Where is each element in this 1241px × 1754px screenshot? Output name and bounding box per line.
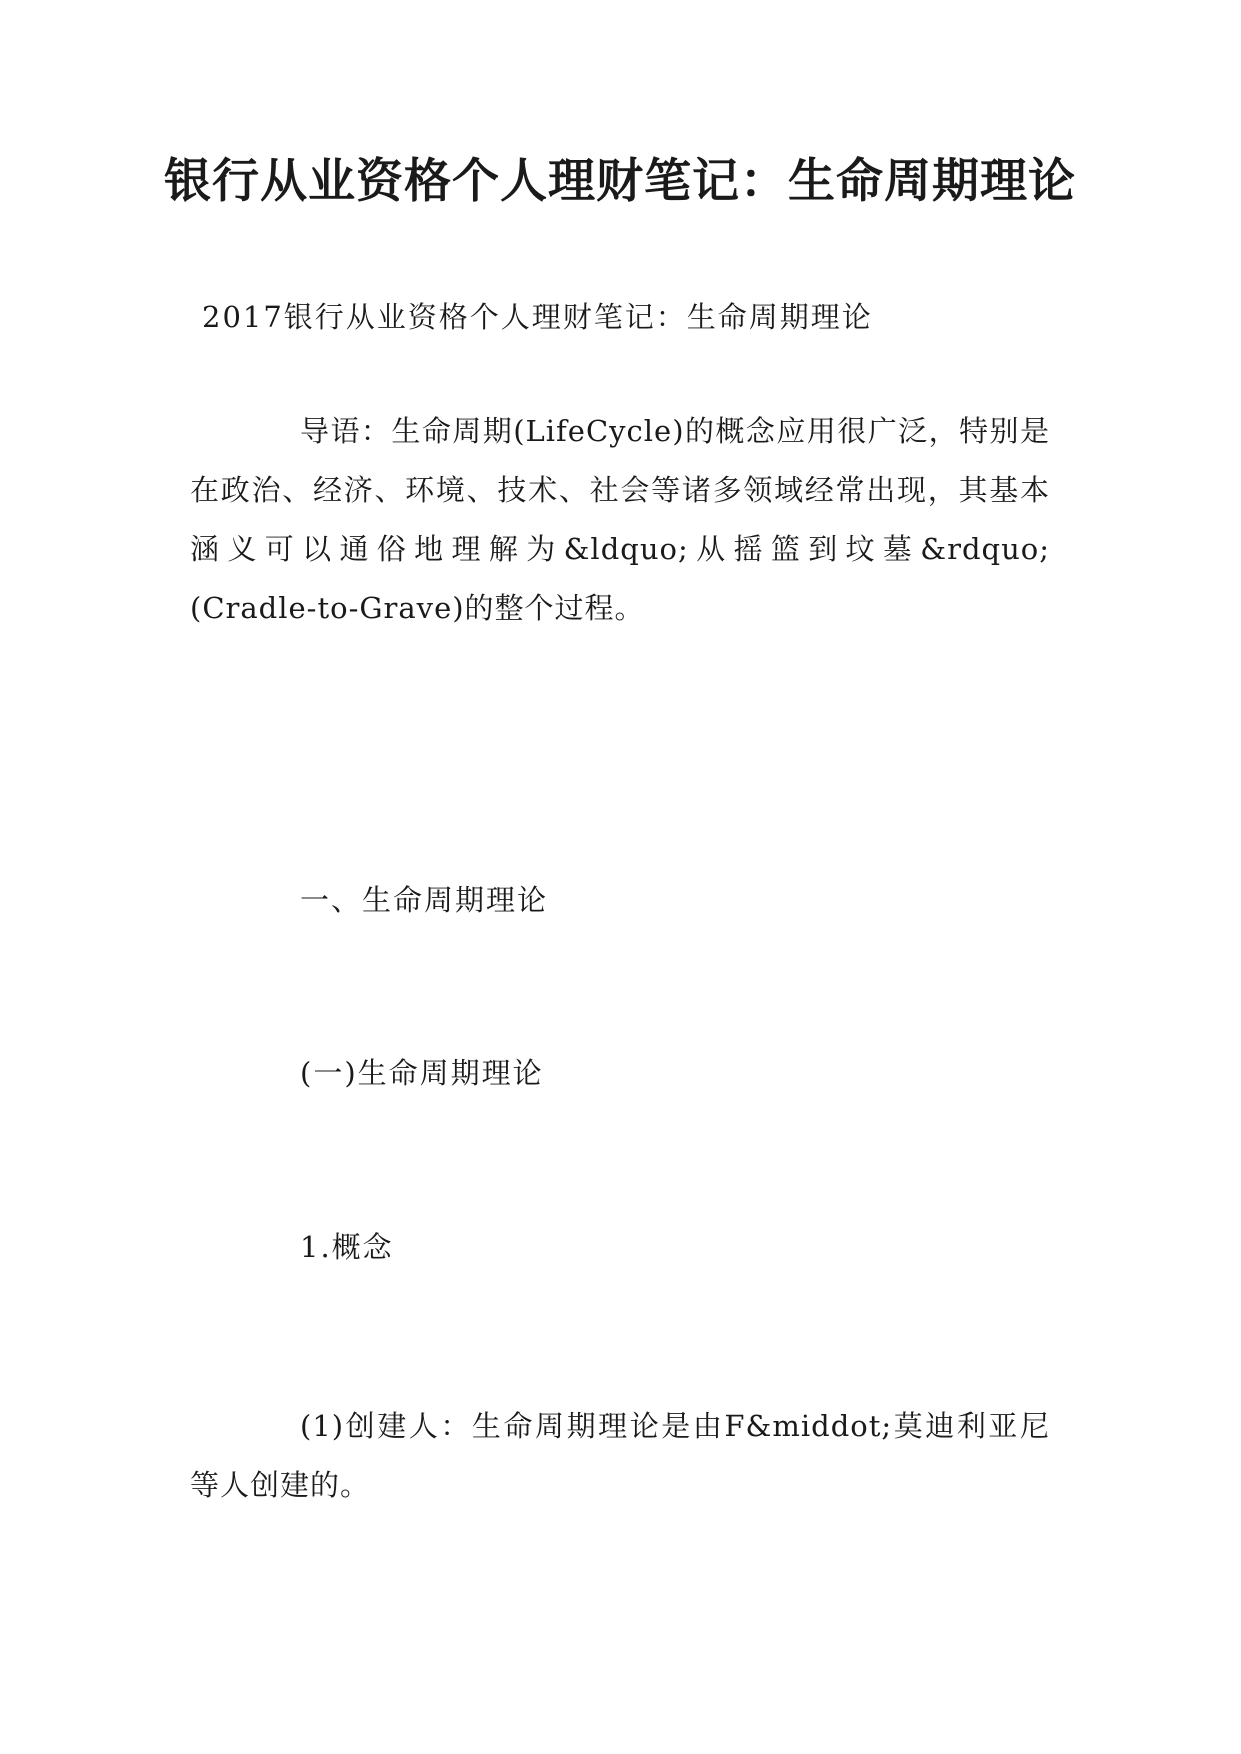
creator-paragraph: (1)创建人：生命周期理论是由F&middot;莫迪利亚尼等人创建的。 [190, 1409, 1050, 1502]
document-title: 银行从业资格个人理财笔记：生命周期理论 [164, 154, 1076, 209]
subsection-heading: (一)生命周期理论 [300, 1056, 544, 1090]
intro-paragraph: 导语：生命周期(LifeCycle)的概念应用很广泛，特别是在政治、经济、环境、技术、社会等诸多领域经常出现，其基本涵义可以通俗地理解为&ldquo;从摇篮到坟墓&rdquo;(Cradle-to-Grave)的整个过程。 [190, 414, 1050, 625]
section-heading: 一、生命周期理论 [300, 883, 549, 917]
document-subtitle: 2017银行从业资格个人理财笔记：生命周期理论 [202, 300, 873, 334]
item-heading: 1.概念 [300, 1230, 394, 1264]
